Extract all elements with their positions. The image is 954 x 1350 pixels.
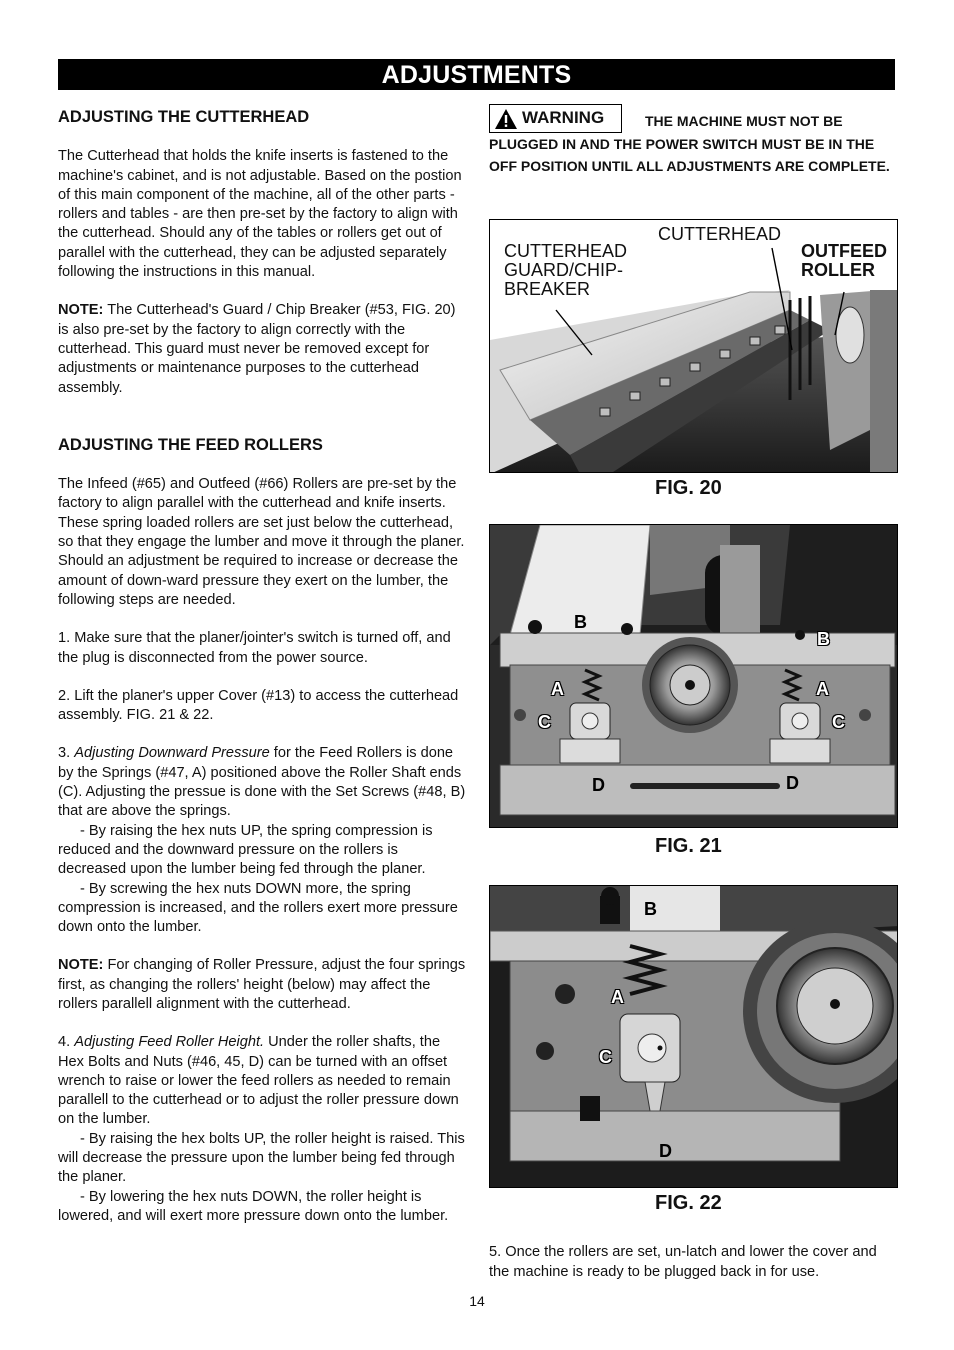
step-4 (58, 1033, 468, 1129)
fig-21-label-d-left: D (592, 775, 605, 795)
fig-21-label-a-left: A (551, 679, 564, 699)
label-outfeed-roller-line-1: OUTFEED (801, 241, 888, 261)
step-3 (58, 744, 468, 821)
label-cutterhead-guard-line-3: BREAKER (504, 279, 591, 299)
feed-rollers-note (58, 956, 468, 1014)
fig-21-label-c-left: C (538, 712, 551, 732)
fig-21-label-a-right: A (816, 679, 829, 699)
warning-label: WARNING (522, 108, 605, 127)
label-cutterhead-guard-line-2: GUARD/CHIP- (504, 260, 624, 280)
fig-21-label-b-left: B (574, 612, 587, 632)
step-3-text: for the Feed Rollers is done by the Springs (#47, A) positioned above the Roller Shaft ends (C). Adjusting the pressue is done with the Set Screws (#48, B) that are above the springs. (58, 745, 466, 820)
step-5: 5. Once the rollers are set, un-latch and lower the cover and the machine is ready to be plugged back in for use. (489, 1244, 877, 1280)
fig-22-photo (489, 885, 898, 1188)
label-cutterhead: CUTTERHEAD (658, 224, 782, 244)
step-2: 2. Lift the planer's upper Cover (#13) to access the cutterhead assembly. FIG. 21 & 22. (58, 687, 459, 724)
step-1: 1. Make sure that the planer/jointer's switch is turned off, and the plug is disconnected from the power source. (58, 630, 451, 666)
fig-22-label-a: A (611, 987, 624, 1007)
step-3-bullet-2: - By screwing the hex nuts DOWN more, the spring compression is increased, and the rollers exert more pressure down onto the lumber. (58, 880, 458, 936)
note-text: For changing of Roller Pressure, adjust the four springs first, as changing the rollers' height (below) may affect the rollers parallell alignment with the cutterhead. (58, 957, 466, 1012)
fig-21-label-d-right: D (786, 773, 799, 793)
fig-21-caption: FIG. 21 (655, 835, 722, 857)
step-3-bullet-1: - By raising the hex nuts UP, the spring compression is reduced and the downward pressure on the rollers is decreased upon the lumber being fed through the planer. (58, 822, 433, 878)
warning-text: THE MACHINE MUST NOT BE PLUGGED IN AND THE POWER SWITCH MUST BE IN THE OFF POSITION UNTIL ALL ADJUSTMENTS ARE COMPLETE. (489, 113, 890, 174)
page-number: 14 (469, 1293, 485, 1309)
note-label: NOTE: (58, 302, 104, 319)
fig-21-label-b-right: B (817, 629, 830, 649)
step-4-bullet-1: - By raising the hex bolts UP, the roller height is raised. This will decrease the pressure upon the lumber being fed through the planer. (58, 1130, 465, 1186)
fig-21-photo (489, 524, 898, 828)
fig-22-label-d: D (659, 1141, 672, 1161)
fig-22-caption: FIG. 22 (655, 1192, 722, 1214)
step-3-number: 3. (58, 745, 75, 762)
note-text: The Cutterhead's Guard / Chip Breaker (#53, FIG. 20) is also pre-set by the factory to align correctly with the cutterhead. This guard must never be removed except for adjustments or maintenance purposes to the cutterhead assembly. (58, 302, 456, 396)
cutterhead-note (58, 301, 468, 397)
label-outfeed-roller-line-2: ROLLER (801, 260, 875, 280)
step-4-number: 4. (58, 1034, 75, 1051)
note-label: NOTE: (58, 957, 104, 974)
section-heading-feed-rollers: ADJUSTING THE FEED ROLLERS (58, 435, 323, 454)
fig-21-label-c-right: C (832, 712, 845, 732)
fig-22-label-b: B (644, 899, 657, 919)
feed-rollers-paragraph: The Infeed (#65) and Outfeed (#66) Rollers are pre-set by the factory to align parallel with the cutterhead and knife inserts. These spring loaded rollers are set just below the cutterhead, so that they engage the lumber and move it through the planer. Should an adjustment be required to increase or decrease the amount of down-ward pressure they exert on the lumber, the following steps are needed. (58, 476, 465, 608)
step-4-title: Adjusting Feed Roller Height. (74, 1034, 265, 1051)
left-column (58, 108, 468, 1226)
page-title: ADJUSTMENTS (58, 59, 895, 90)
section-heading-cutterhead: ADJUSTING THE CUTTERHEAD (58, 108, 310, 126)
fig-20-caption: FIG. 20 (655, 477, 722, 499)
label-cutterhead-guard-line-1: CUTTERHEAD (504, 241, 628, 261)
fig-22-label-c: C (599, 1047, 612, 1067)
cutterhead-paragraph: The Cutterhead that holds the knife inserts is fastened to the machine's cabinet, and is not adjustable. Based on the postion of this main component of the machine, all of the other parts - rollers and tables - are then pre-set by the factory to align with the cutterhead. Should any of the tables or rollers get out of parallel with the cutterhead, they can be adjusted separately following the instructions in this manual. (58, 148, 462, 281)
step-4-bullet-2: - By lowering the hex nuts DOWN, the roller height is lowered, and will exert more pressure down onto the lumber. (58, 1188, 449, 1224)
step-4-text: Under the roller shafts, the Hex Bolts and Nuts (#46, 45, D) can be turned with an offset wrench to raise or lower the feed rollers as needed to remain parallell to the cutterhead or to adjust the roller pressure down on the lumber. (58, 1034, 459, 1128)
step-3-title: Adjusting Downward Pressure (74, 745, 270, 762)
fig-20-photo (489, 219, 898, 473)
